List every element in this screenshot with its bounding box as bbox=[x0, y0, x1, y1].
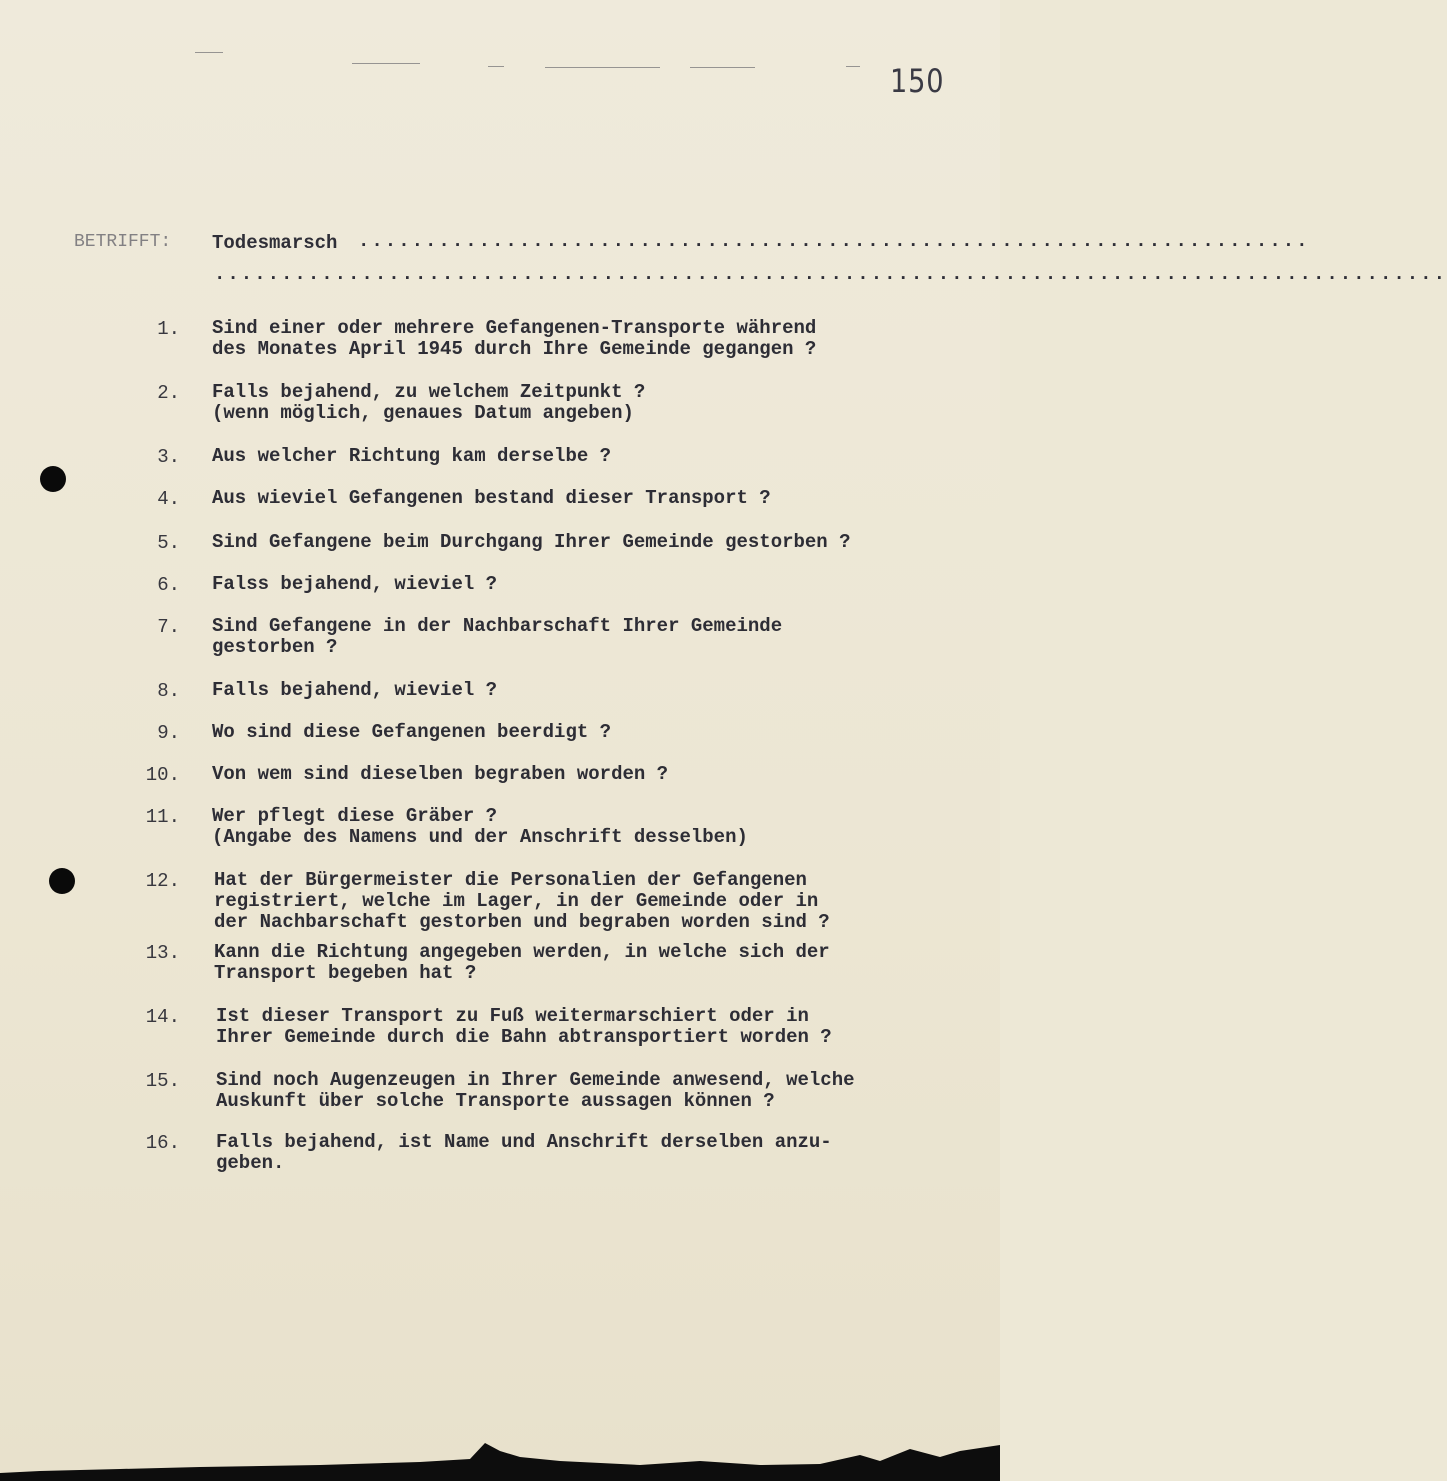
question-text-line: registriert, welche im Lager, in der Gemeinde oder in bbox=[214, 890, 819, 912]
question-text-line: geben. bbox=[216, 1152, 285, 1174]
question-number: 9. bbox=[157, 722, 180, 744]
question-number: 8. bbox=[157, 680, 180, 702]
question-text-line: Wo sind diese Gefangenen beerdigt ? bbox=[212, 721, 612, 743]
question-text-line: Von wem sind dieselben begraben worden ? bbox=[212, 763, 669, 785]
question-text-line: Sind einer oder mehrere Gefangenen-Transporte während bbox=[212, 317, 817, 339]
question-number: 7. bbox=[157, 616, 180, 638]
question-text-line: Ist dieser Transport zu Fuß weitermarschiert oder in bbox=[216, 1005, 809, 1027]
question-text-line: Sind Gefangene beim Durchgang Ihrer Gemeinde gestorben ? bbox=[212, 531, 851, 553]
dotted-fill-line: ···························································································· bbox=[214, 267, 1447, 289]
subject-value: Todesmarsch bbox=[212, 232, 338, 254]
dotted-fill-line: ······································································· bbox=[358, 234, 1310, 256]
question-text-line: Falls bejahend, wieviel ? bbox=[212, 679, 498, 701]
question-number: 10. bbox=[145, 764, 180, 786]
question-number: 5. bbox=[157, 532, 180, 554]
question-number: 6. bbox=[157, 574, 180, 596]
question-number: 16. bbox=[145, 1132, 180, 1154]
question-number: 1. bbox=[157, 318, 180, 340]
question-number: 2. bbox=[157, 382, 180, 404]
question-text-line: Aus welcher Richtung kam derselbe ? bbox=[212, 445, 612, 467]
question-text-line: des Monates April 1945 durch Ihre Gemeinde gegangen ? bbox=[212, 338, 817, 360]
punch-hole bbox=[49, 868, 75, 894]
subject-label: BETRIFFT: bbox=[74, 232, 172, 252]
question-number: 13. bbox=[145, 942, 180, 964]
question-text-line: (wenn möglich, genaues Datum angeben) bbox=[212, 402, 634, 424]
question-text-line: Ihrer Gemeinde durch die Bahn abtransportiert worden ? bbox=[216, 1026, 832, 1048]
question-number: 12. bbox=[145, 870, 180, 892]
question-number: 4. bbox=[157, 488, 180, 510]
question-text-line: Falls bejahend, zu welchem Zeitpunkt ? bbox=[212, 381, 646, 403]
question-text-line: Auskunft über solche Transporte aussagen können ? bbox=[216, 1090, 775, 1112]
question-text-line: Wer pflegt diese Gräber ? bbox=[212, 805, 498, 827]
question-text-line: gestorben ? bbox=[212, 636, 338, 658]
question-text-line: Aus wieviel Gefangenen bestand dieser Transport ? bbox=[212, 487, 771, 509]
page-number: 150 bbox=[890, 62, 945, 100]
punch-hole bbox=[40, 466, 66, 492]
question-number: 15. bbox=[145, 1070, 180, 1092]
question-text-line: Kann die Richtung angegeben werden, in welche sich der bbox=[214, 941, 830, 963]
question-text-line: (Angabe des Namens und der Anschrift desselben) bbox=[212, 826, 748, 848]
question-number: 3. bbox=[157, 446, 180, 468]
question-text-line: Transport begeben hat ? bbox=[214, 962, 477, 984]
question-number: 11. bbox=[145, 806, 180, 828]
question-text-line: Falls bejahend, ist Name und Anschrift derselben anzu- bbox=[216, 1131, 832, 1153]
torn-edge bbox=[0, 1421, 1000, 1481]
question-text-line: der Nachbarschaft gestorben und begraben worden sind ? bbox=[214, 911, 830, 933]
question-text-line: Sind noch Augenzeugen in Ihrer Gemeinde anwesend, welche bbox=[216, 1069, 855, 1091]
question-number: 14. bbox=[145, 1006, 180, 1028]
question-text-line: Sind Gefangene in der Nachbarschaft Ihrer Gemeinde bbox=[212, 615, 783, 637]
question-text-line: Falss bejahend, wieviel ? bbox=[212, 573, 498, 595]
question-text-line: Hat der Bürgermeister die Personalien der Gefangenen bbox=[214, 869, 807, 891]
